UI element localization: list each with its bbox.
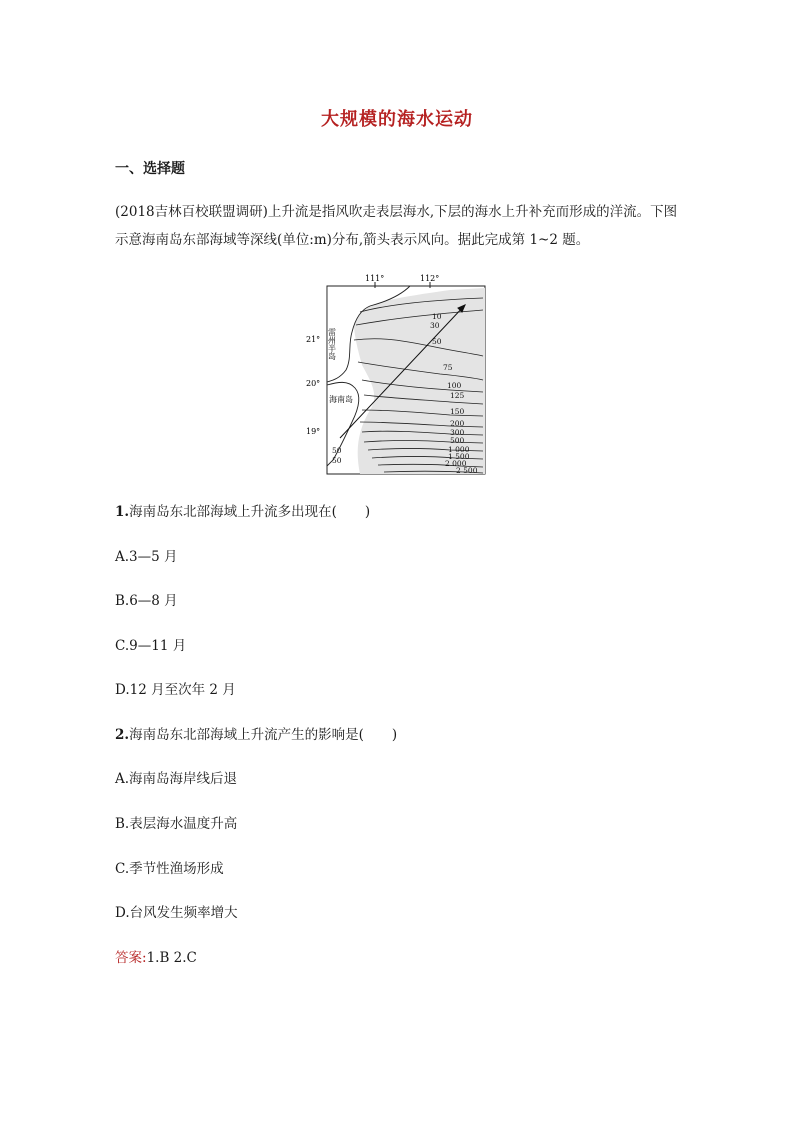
place-name: 海南岛 bbox=[329, 395, 353, 404]
option-1a: A.3—5 月 bbox=[115, 549, 178, 565]
option-1c: C.9—11 月 bbox=[115, 638, 187, 654]
question-number: 2. bbox=[115, 727, 130, 743]
question-close: ) bbox=[391, 727, 398, 743]
depth-label: 100 bbox=[447, 381, 462, 390]
question-stem: 海南岛东北部海域上升流产生的影响是( bbox=[129, 727, 364, 743]
depth-label: 1 000 bbox=[448, 445, 470, 454]
section-heading: 一、选择题 bbox=[115, 161, 185, 177]
option-2c: C.季节性渔场形成 bbox=[115, 861, 224, 877]
depth-label: 50 bbox=[332, 446, 342, 455]
option-2d: D.台风发生频率增大 bbox=[115, 905, 238, 921]
question-number: 1. bbox=[115, 504, 130, 520]
option-1b: B.6—8 月 bbox=[115, 593, 178, 609]
lat-label: 19° bbox=[306, 427, 321, 436]
question-1 bbox=[115, 500, 370, 520]
isobath-map bbox=[300, 270, 495, 480]
depth-label: 200 bbox=[450, 419, 465, 428]
depth-label: 50 bbox=[332, 456, 342, 465]
option-2a: A.海南岛海岸线后退 bbox=[115, 771, 238, 787]
question-close: ) bbox=[364, 504, 371, 520]
depth-label: 1 500 bbox=[448, 452, 470, 461]
place-name: 雷州半岛 bbox=[327, 328, 337, 360]
depth-label: 150 bbox=[450, 407, 465, 416]
option-2b: B.表层海水温度升高 bbox=[115, 816, 238, 832]
answer-value: 1.B 2.C bbox=[146, 950, 197, 966]
depth-label: 2 500 bbox=[456, 466, 478, 475]
page-title: 大规模的海水运动 bbox=[321, 109, 473, 130]
question-2 bbox=[115, 723, 397, 743]
depth-label: 50 bbox=[432, 337, 442, 346]
map-svg bbox=[300, 270, 495, 480]
depth-label: 75 bbox=[443, 363, 453, 372]
depth-label: 10 bbox=[432, 312, 442, 321]
depth-label: 2 000 bbox=[445, 459, 467, 468]
option-1d: D.12 月至次年 2 月 bbox=[115, 682, 236, 698]
depth-label: 125 bbox=[450, 391, 465, 400]
answer-label: 答案: bbox=[115, 950, 147, 966]
intro-paragraph: (2018吉林百校联盟调研)上升流是指风吹走表层海水,下层的海水上升补充而形成的洋流。下图示意海南岛东部海域等深线(单位:m)分布,箭头表示风向。据此完成第 1~2 题。 bbox=[115, 204, 678, 248]
lat-label: 21° bbox=[306, 335, 321, 344]
depth-label: 300 bbox=[450, 428, 465, 437]
lon-label: 112° bbox=[420, 274, 440, 283]
question-stem: 海南岛东北部海域上升流多出现在( bbox=[129, 504, 337, 520]
depth-label: 500 bbox=[450, 436, 465, 445]
depth-label: 30 bbox=[430, 321, 440, 330]
answer-line bbox=[115, 946, 197, 966]
lat-label: 20° bbox=[306, 379, 321, 388]
lon-label: 111° bbox=[365, 274, 385, 283]
